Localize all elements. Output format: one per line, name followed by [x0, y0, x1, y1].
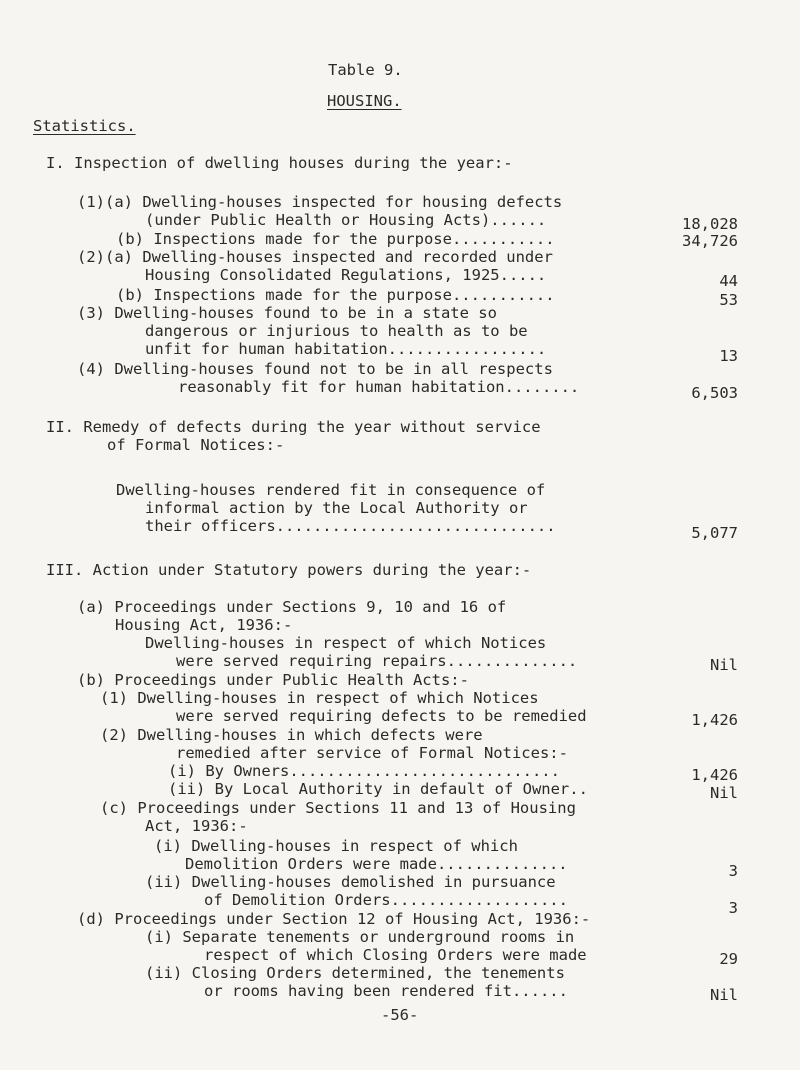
part3-c-line1: (c) Proceedings under Sections 11 and 13 of Housing — [100, 799, 576, 817]
part3-c-line5: (ii) Dwelling-houses demolished in pursuance — [145, 873, 556, 891]
part1-item5-line2: dangerous or injurious to health as to be — [145, 322, 528, 340]
part3-cii-value: 3 — [728, 899, 738, 917]
part2-body-line3: their officers.............................. — [145, 517, 556, 535]
part2-body-line1: Dwelling-houses rendered fit in consequence of — [116, 481, 546, 499]
part3-a-line1: (a) Proceedings under Sections 9, 10 and 16 of — [77, 598, 507, 616]
part1-item4-value: 53 — [719, 291, 738, 309]
part3-c-line6: of Demolition Orders................... — [204, 891, 568, 909]
part1-item6-line2: reasonably fit for human habitation........ — [178, 378, 580, 396]
part3-b-line2: (1) Dwelling-houses in respect of which Notices — [100, 689, 539, 707]
page-title: HOUSING. — [327, 92, 402, 110]
part3-a-line2: Housing Act, 1936:- — [115, 616, 293, 634]
part1-item2-value: 34,726 — [682, 232, 738, 250]
part3-a-line4: were served requiring repairs.............. — [176, 652, 578, 670]
part3-b-line5: remedied after service of Formal Notices:- — [176, 744, 568, 762]
part1-item1-line2: (under Public Health or Housing Acts)...... — [145, 211, 547, 229]
part3-d-line5: or rooms having been rendered fit...... — [204, 982, 568, 1000]
part1-item4-line1: (b) Inspections made for the purpose........... — [116, 286, 555, 304]
table-label: Table 9. — [328, 61, 403, 79]
section-heading: Statistics. — [33, 117, 136, 135]
part1-item5-value: 13 — [719, 347, 738, 365]
part1-item3-line1: (2)(a) Dwelling-houses inspected and recorded under — [77, 248, 553, 266]
part2-value: 5,077 — [691, 524, 738, 542]
part3-c-line2: Act, 1936:- — [145, 817, 248, 835]
part3-c-line3: (i) Dwelling-houses in respect of which — [154, 837, 518, 855]
part1-item5-line1: (3) Dwelling-houses found to be in a state so — [77, 304, 497, 322]
part1-item2-line1: (b) Inspections made for the purpose........... — [116, 230, 555, 248]
part3-b2i-value: 1,426 — [691, 766, 738, 784]
part1-item5-line3: unfit for human habitation................. — [145, 340, 547, 358]
part3-d-line2: (i) Separate tenements or underground rooms in — [145, 928, 575, 946]
part3-d-line4: (ii) Closing Orders determined, the tenements — [145, 964, 565, 982]
part3-a-line3: Dwelling-houses in respect of which Notices — [145, 634, 547, 652]
part1-item1-line1: (1)(a) Dwelling-houses inspected for housing defects — [77, 193, 563, 211]
part3-b-line7: (ii) By Local Authority in default of Owner.. — [168, 780, 588, 798]
part3-b-line1: (b) Proceedings under Public Health Acts:- — [77, 671, 469, 689]
part3-a-value: Nil — [710, 656, 738, 674]
part3-b-line6: (i) By Owners............................. — [168, 762, 560, 780]
part3-b-line4: (2) Dwelling-houses in which defects were — [100, 726, 483, 744]
part1-item6-value: 6,503 — [691, 384, 738, 402]
part2-body-line2: informal action by the Local Authority or — [145, 499, 528, 517]
part1-title: I. Inspection of dwelling houses during the year:- — [46, 154, 513, 172]
part1-item6-line1: (4) Dwelling-houses found not to be in all respects — [77, 360, 553, 378]
part1-item3-line2: Housing Consolidated Regulations, 1925..... — [145, 266, 547, 284]
part3-b2ii-value: Nil — [710, 784, 738, 802]
part2-title-line2: of Formal Notices:- — [107, 436, 285, 454]
part3-title: III. Action under Statutory powers during the year:- — [46, 561, 532, 579]
page-number: -56- — [381, 1006, 419, 1024]
part3-c-line4: Demolition Orders were made.............. — [185, 855, 568, 873]
part3-b-line3: were served requiring defects to be remedied — [176, 707, 587, 725]
part2-title-line1: II. Remedy of defects during the year without service — [46, 418, 541, 436]
part3-di-value: 29 — [719, 950, 738, 968]
part3-dii-value: Nil — [710, 986, 738, 1004]
part3-d-line3: respect of which Closing Orders were made — [204, 946, 587, 964]
part3-ci-value: 3 — [728, 862, 738, 880]
part1-item3-value: 44 — [719, 272, 738, 290]
part3-d-line1: (d) Proceedings under Section 12 of Housing Act, 1936:- — [77, 910, 591, 928]
part3-b1-value: 1,426 — [691, 711, 738, 729]
part1-item1-value: 18,028 — [682, 215, 738, 233]
